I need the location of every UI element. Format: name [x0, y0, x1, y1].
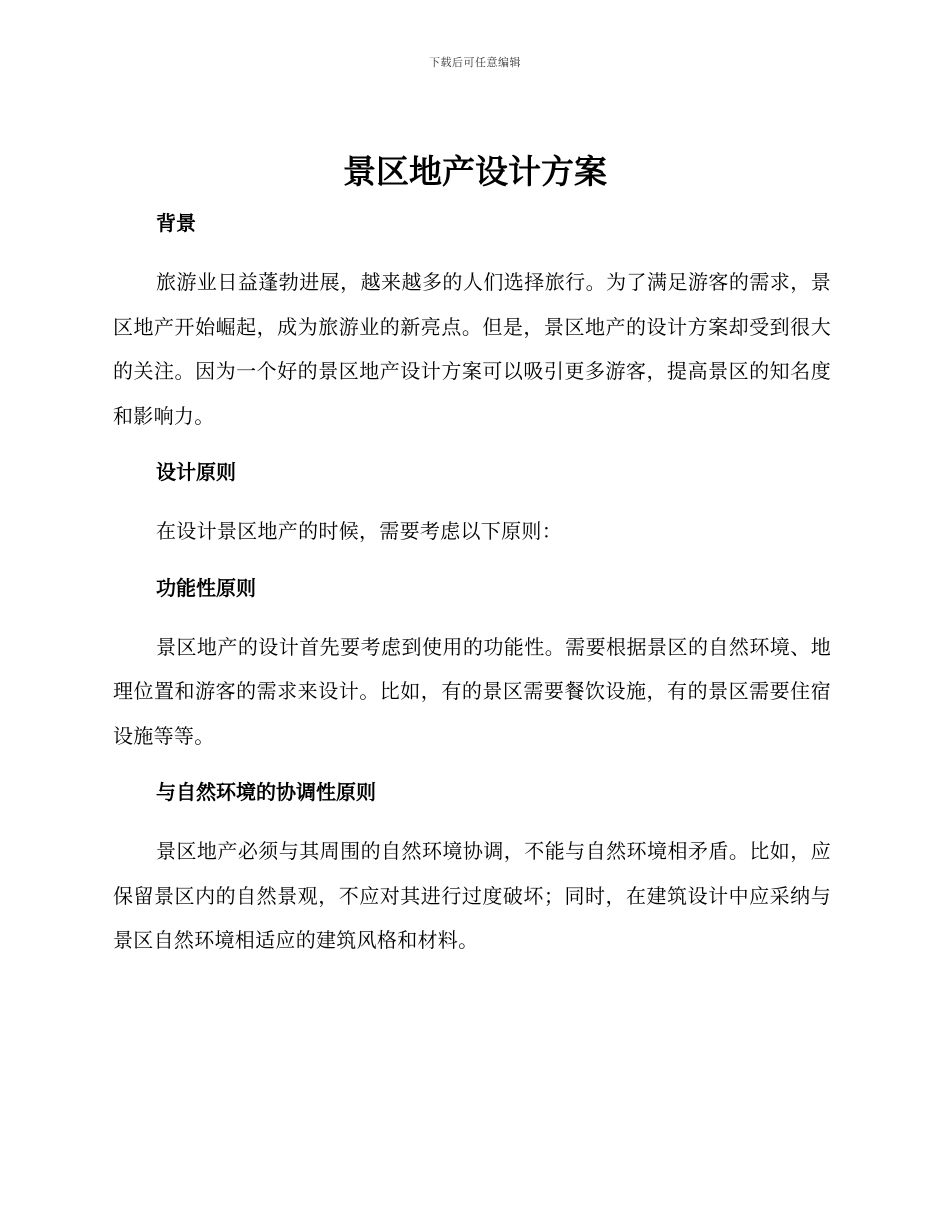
section-heading-background: 背景 — [156, 211, 196, 235]
paragraph-design-principles: 在设计景区地产的时候，需要考虑以下原则： — [156, 519, 562, 543]
document-body — [113, 203, 831, 977]
section-heading-functionality-principle: 功能性原则 — [156, 575, 256, 600]
section-functionality-principle — [113, 568, 831, 759]
section-heading-design-principles: 设计原则 — [156, 460, 236, 484]
section-heading-harmony-principle: 与自然环境的协调性原则 — [156, 780, 376, 804]
paragraph-background: 旅游业日益蓬勃进展，越来越多的人们选择旅行。为了满足游客的需求，景区地产开始崛起，成为旅游业的新亮点。但是，景区地产的设计方案却受到很大的关注。因为一个好的景区地产设计方案可以吸引更多游客，提高景区的知名度和影响力。 — [113, 270, 831, 428]
section-design-principles — [113, 452, 831, 554]
section-harmony-principle — [113, 772, 831, 963]
page-header-note: 下载后可任意编辑 — [429, 56, 521, 69]
paragraph-functionality-principle: 景区地产的设计首先要考虑到使用的功能性。需要根据景区的自然环境、地理位置和游客的需求来设计。比如，有的景区需要餐饮设施，有的景区需要住宿设施等等。 — [113, 634, 831, 748]
document-title: 景区地产设计方案 — [343, 152, 607, 191]
paragraph-harmony-principle: 景区地产必须与其周围的自然环境协调，不能与自然环境相矛盾。比如，应保留景区内的自然景观，不应对其进行过度破坏；同时，在建筑设计中应采纳与景区自然环境相适应的建筑风格和材料。 — [113, 839, 831, 952]
section-background — [113, 203, 831, 438]
